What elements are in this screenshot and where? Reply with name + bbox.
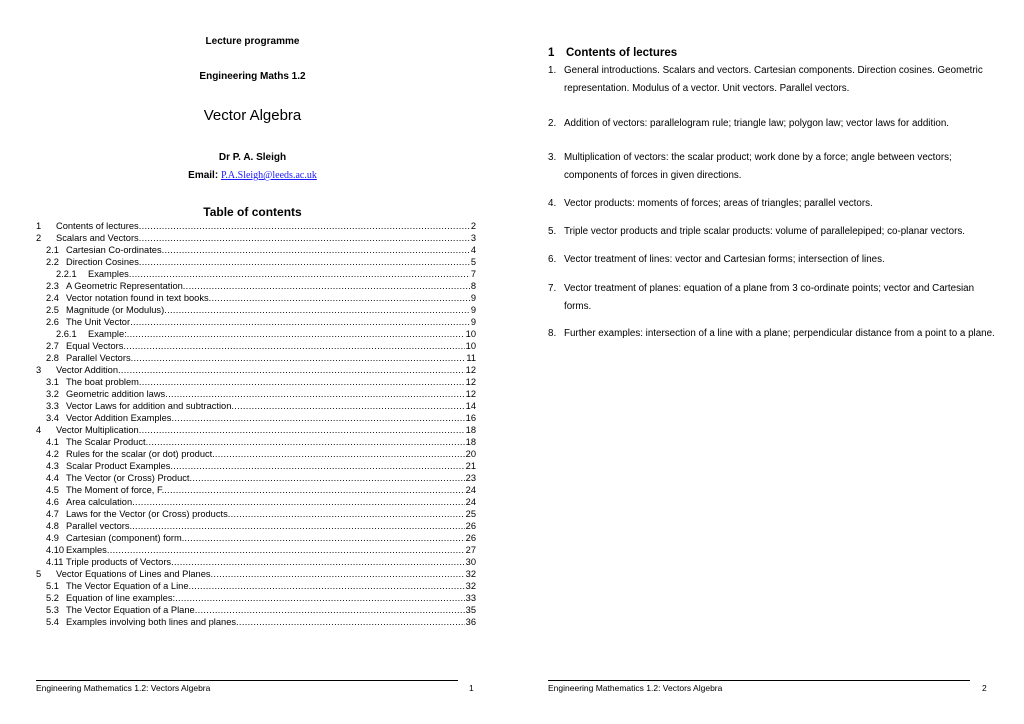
toc-leader-dots [164,484,464,496]
toc-entry[interactable] [36,604,476,616]
toc-number: 4.2 [46,449,59,459]
footer-text: Engineering Mathematics 1.2: Vectors Algebra [548,683,723,693]
toc-page-number: 7 [470,269,476,279]
toc-number: 4.11 [46,557,64,567]
toc-title: Laws for the Vector (or Cross) products [66,509,228,519]
toc-leader-dots [165,388,464,400]
toc-page-number: 16 [465,413,476,423]
toc-number: 3.3 [46,401,59,411]
toc-title: Scalars and Vectors [56,233,139,243]
toc-entry[interactable] [36,496,476,508]
section-number: 1 [548,47,555,59]
toc-page-number: 24 [465,497,476,507]
toc-leader-dots [211,568,465,580]
toc-entry[interactable] [36,256,476,268]
lecture-text: Addition of vectors: parallelogram rule; triangle law; polygon law; vector laws for addition. [564,118,949,129]
lecture-item [548,195,998,213]
toc-title: The Scalar Product [66,437,146,447]
lecture-number: 8. [548,328,557,339]
toc-page-number: 9 [470,293,476,303]
toc-leader-dots [118,364,465,376]
section-heading [548,47,677,59]
toc-entry[interactable] [36,244,476,256]
toc-page-number: 11 [466,353,476,363]
toc-title: Examples [88,269,129,279]
toc-number: 4.9 [46,533,59,543]
toc-page-number: 9 [470,317,476,327]
toc-number: 2.3 [46,281,59,291]
toc-leader-dots [183,280,470,292]
toc-entry[interactable] [36,304,476,316]
toc-title: Rules for the scalar (or dot) product. [66,449,215,459]
toc-number: 4.3 [46,461,59,471]
toc-leader-dots [139,376,465,388]
toc-title: Scalar Product Examples [66,461,171,471]
toc-title: Magnitude (or Modulus) [66,305,165,315]
toc-number: 3 [36,365,42,375]
footer-text: Engineering Mathematics 1.2: Vectors Algebra [36,683,211,693]
toc-page-number: 32 [465,569,476,579]
toc-number: 5.4 [46,617,59,627]
lecture-number: 7. [548,283,557,294]
footer-rule [36,680,458,681]
toc-page-number: 5 [470,257,476,267]
toc-title: The Vector (or Cross) Product [66,473,190,483]
email-label: Email: [188,170,219,181]
toc-entry[interactable] [36,388,476,400]
lecture-text: General introductions. Scalars and vectors. Cartesian components. Direction cosines. Geometric representation. Modulus of a vector. Unit vectors. Parallel vectors. [564,65,983,94]
toc-entry[interactable] [36,568,476,580]
toc-entry[interactable] [36,328,476,340]
toc-page-number: 24 [465,485,476,495]
toc-number: 2 [36,233,42,243]
toc-number: 2.2.1 [56,269,77,279]
toc-page-number: 10 [465,329,476,339]
toc-entry[interactable] [36,232,476,244]
toc-entry[interactable] [36,436,476,448]
toc-leader-dots [236,616,465,628]
toc-number: 3.4 [46,413,59,423]
toc-leader-dots [139,220,470,232]
lecture-item [548,149,998,185]
toc-number: 4 [36,425,42,435]
toc-leader-dots [139,424,465,436]
lecture-number: 1. [548,65,557,76]
toc-entry[interactable] [36,352,476,364]
author-name: Dr P. A. Sleigh [218,152,287,163]
toc-leader-dots [139,232,470,244]
toc-leader-dots [123,340,464,352]
toc-number: 3.2 [46,389,59,399]
toc-title: Examples [66,545,107,555]
toc-title: Vector notation found in text books [66,293,209,303]
toc-page-number: 14 [465,401,476,411]
toc-heading: Table of contents [203,205,302,219]
toc-leader-dots [215,448,465,460]
toc-entry[interactable] [36,424,476,436]
lecture-item [548,280,998,316]
toc-page-number: 27 [465,545,476,555]
lecture-item [548,251,998,269]
toc-page-number: 30 [465,557,476,567]
toc-title: Example: [88,329,127,339]
toc-number: 5.2 [46,593,59,603]
toc-number: 4.8 [46,521,59,531]
lecture-text: Further examples: intersection of a line with a plane; perpendicular distance from a point to a plane. [564,328,995,339]
toc-entry[interactable] [36,520,476,532]
toc-entry[interactable] [36,616,476,628]
toc-number: 2.7 [46,341,59,351]
toc-entry[interactable] [36,508,476,520]
toc-leader-dots [146,436,465,448]
toc-entry[interactable] [36,376,476,388]
toc-entry[interactable] [36,316,476,328]
toc-entry[interactable] [36,268,476,280]
toc-number: 2.6.1 [56,329,77,339]
toc-number: 2.1 [46,245,59,255]
toc-leader-dots [175,592,465,604]
lecture-text: Vector treatment of planes: equation of a plane from 3 co-ordinate points; vector and Cartesian forms. [564,283,975,312]
toc-entry[interactable] [36,532,476,544]
toc-title: Cartesian (component) form. [66,533,185,543]
toc-leader-dots [170,460,464,472]
toc-title: The Vector Equation of a Plane [66,605,195,615]
toc-entry[interactable] [36,412,476,424]
course-title: Engineering Maths 1.2 [199,71,306,82]
toc-page-number: 26 [465,533,476,543]
lecture-text: Triple vector products and triple scalar products: volume of parallelepiped; co-planar vectors. [564,226,965,237]
toc-number: 5.3 [46,605,59,615]
toc-leader-dots [162,244,470,256]
toc-number: 2.6 [46,317,59,327]
toc-title: Vector Addition [56,365,119,375]
lecture-item [548,325,998,343]
toc-title: Parallel Vectors [66,353,131,363]
toc-number: 2.5 [46,305,59,315]
page-number: 1 [469,683,474,693]
toc-number: 4.5 [46,485,59,495]
toc-leader-dots [164,304,470,316]
toc-page-number: 2 [470,221,476,231]
toc-entry[interactable] [36,592,476,604]
toc-title: Vector Multiplication [56,425,139,435]
toc-entry[interactable] [36,556,476,568]
toc-entry[interactable] [36,400,476,412]
toc-title: Parallel vectors. [66,521,133,531]
toc-page-number: 4 [470,245,476,255]
toc-title: The boat problem [66,377,139,387]
toc-leader-dots [127,328,465,340]
toc-entry[interactable] [36,220,476,232]
toc-number: 4.1 [46,437,59,447]
toc-number: 2.2 [46,257,59,267]
toc-leader-dots [132,520,465,532]
toc-leader-dots [171,412,464,424]
toc-title: Contents of lectures [56,221,139,231]
toc-number: 2.4 [46,293,59,303]
lecture-number: 5. [548,226,557,237]
toc-number: 4.4 [46,473,59,483]
lecture-number: 2. [548,118,557,129]
email-link[interactable]: P.A.Sleigh@leeds.ac.uk [220,170,317,181]
toc-leader-dots [107,544,465,556]
toc-entry[interactable] [36,280,476,292]
toc-title: Vector Addition Examples [66,413,172,423]
toc-page-number: 18 [465,437,476,447]
toc-page-number: 10 [465,341,476,351]
page-number: 2 [982,683,987,693]
toc-title: Vector Laws for addition and subtraction [66,401,232,411]
toc-entry[interactable] [36,484,476,496]
toc-entry[interactable] [36,448,476,460]
lecture-number: 3. [548,152,557,163]
toc-entry[interactable] [36,544,476,556]
toc-leader-dots [132,496,465,508]
lecture-text: Vector treatment of lines: vector and Cartesian forms; intersection of lines. [564,254,885,265]
lecture-item [548,115,998,133]
programme-label: Lecture programme [205,36,300,47]
toc-number: 4.10 [46,545,65,555]
toc-title: A Geometric Representation [66,281,183,291]
toc-page-number: 25 [465,509,476,519]
toc-page-number: 20 [465,449,476,459]
toc-title: Examples involving both lines and planes [66,617,237,627]
toc-page-number: 3 [470,233,476,243]
toc-page-number: 36 [465,617,476,627]
toc-leader-dots [195,604,465,616]
toc-title: The Moment of force, F. [66,485,165,495]
toc-title: Area calculation [66,497,133,507]
toc-leader-dots [228,508,465,520]
toc-leader-dots [131,352,466,364]
toc-page-number: 8 [470,281,476,291]
toc-number: 1 [36,221,42,231]
toc-entry[interactable] [36,292,476,304]
toc-page-number: 18 [465,425,476,435]
toc-leader-dots [189,580,465,592]
toc-page-number: 26 [465,521,476,531]
toc-leader-dots [189,472,464,484]
toc-entry[interactable] [36,472,476,484]
toc-number: 2.8 [46,353,59,363]
toc-title: Vector Equations of Lines and Planes [56,569,211,579]
table-of-contents [36,220,476,628]
toc-leader-dots [171,556,465,568]
toc-title: The Unit Vector [66,317,131,327]
section-title: Contents of lectures [566,47,678,59]
toc-leader-dots [209,292,470,304]
page-2 [512,0,1024,724]
toc-entry[interactable] [36,580,476,592]
toc-leader-dots [130,316,470,328]
lecture-item [548,223,998,241]
toc-title: The Vector Equation of a Line [66,581,189,591]
document-title: Vector Algebra [203,107,302,124]
toc-page-number: 33 [465,593,476,603]
toc-page-number: 32 [465,581,476,591]
toc-entry[interactable] [36,364,476,376]
toc-number: 4.6 [46,497,59,507]
toc-title: Equal Vectors [66,341,124,351]
toc-page-number: 35 [465,605,476,615]
lecture-number: 6. [548,254,557,265]
toc-page-number: 23 [465,473,476,483]
toc-number: 5 [36,569,42,579]
footer-rule [548,680,970,681]
email-line [30,170,475,181]
lecture-text: Multiplication of vectors: the scalar product; work done by a force; angle between vectors; components of forces in given directions. [564,152,952,181]
toc-entry[interactable] [36,460,476,472]
toc-title: Equation of line examples: [66,593,176,603]
toc-page-number: 12 [465,365,476,375]
toc-page-number: 21 [465,461,476,471]
lecture-item [548,62,998,98]
toc-page-number: 12 [465,377,476,387]
toc-leader-dots [129,268,470,280]
toc-page-number: 9 [470,305,476,315]
lecture-text: Vector products: moments of forces; areas of triangles; parallel vectors. [564,198,873,209]
toc-title: Triple products of Vectors [66,557,172,567]
toc-number: 3.1 [46,377,59,387]
toc-number: 4.7 [46,509,59,519]
toc-entry[interactable] [36,340,476,352]
toc-title: Direction Cosines [66,257,139,267]
lecture-number: 4. [548,198,557,209]
toc-page-number: 12 [465,389,476,399]
toc-title: Cartesian Co-ordinates [66,245,162,255]
toc-leader-dots [139,256,470,268]
toc-number: 5.1 [46,581,59,591]
toc-leader-dots [231,400,464,412]
toc-leader-dots [184,532,464,544]
toc-title: Geometric addition laws [66,389,166,399]
